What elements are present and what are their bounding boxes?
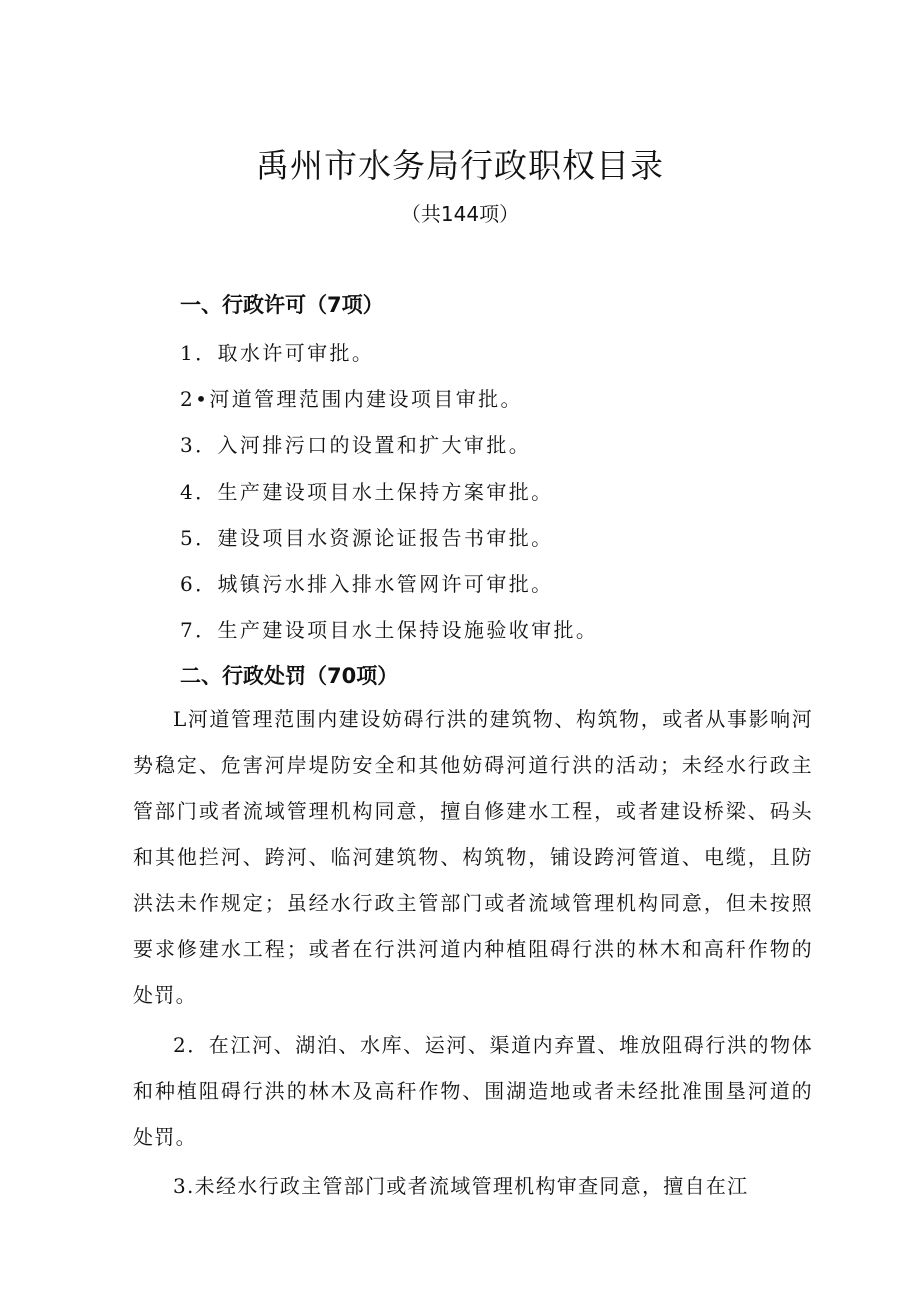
section-heading-penalty: 二、行政处罚（70项） [180, 664, 399, 688]
list-item: 4．生产建设项目水土保持方案审批。 [180, 480, 554, 504]
paragraph: L河道管理范围内建设妨碍行洪的建筑物、构筑物，或者从事影响河势稳定、危害河岸堤防安全和其他妨碍河道行洪的活动；未经水行政主管部门或者流域管理机构同意，擅自修建水工程，或者建设桥梁、码头和其他拦河、跨河、临河建筑物、构筑物，铺设跨河管道、电缆，且防洪法未作规定；虽经水行政主管部门或者流域管理机构同意，但未按照要求修建水工程；或者在行洪河道内种植阻碍行洪的林木和高秆作物的处罚。 [133, 707, 813, 1007]
list-item: 3．入河排污口的设置和扩大审批。 [180, 433, 532, 457]
document-title: 禹州市水务局行政职权目录 [256, 146, 664, 185]
document-subtitle: （共144项） [400, 202, 520, 226]
paragraph: 2．在江河、湖泊、水库、运河、渠道内弃置、堆放阻碍行洪的物体和种植阻碍行洪的林木及高秆作物、围湖造地或者未经批准围垦河道的处罚。 [133, 1033, 813, 1149]
list-item: 5．建设项目水资源论证报告书审批。 [180, 526, 554, 550]
list-item: 2•河道管理范围内建设项目审批。 [180, 387, 523, 411]
paragraph: 3.未经水行政主管部门或者流域管理机构审查同意，擅自在江 [173, 1174, 749, 1198]
list-item: 1．取水许可审批。 [180, 341, 375, 365]
list-item: 7．生产建设项目水土保持设施验收审批。 [180, 618, 599, 642]
section-heading-licensing: 一、行政许可（7项） [180, 293, 384, 317]
list-item: 6．城镇污水排入排水管网许可审批。 [180, 572, 554, 596]
